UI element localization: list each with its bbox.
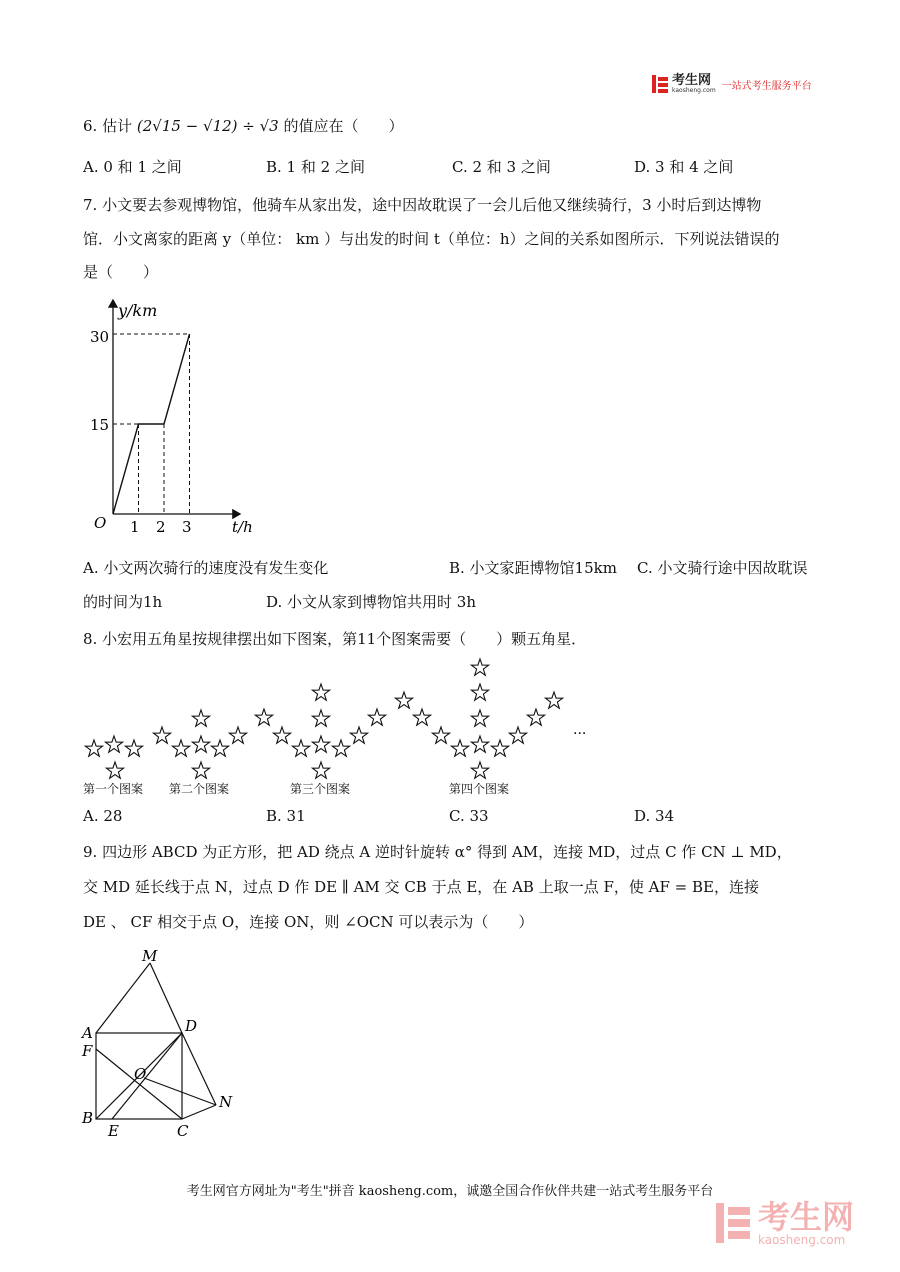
pattern-ellipsis: ...	[573, 722, 587, 738]
label-d: D	[185, 1017, 198, 1035]
pattern-4	[395, 659, 562, 778]
segment-cf	[96, 1049, 182, 1119]
q7-distance-time-graph	[80, 292, 280, 542]
x-axis-label: t/h	[232, 518, 253, 536]
y-axis-label: y/km	[118, 301, 158, 320]
pattern-1	[85, 736, 142, 778]
q8-option-d[interactable]: D. 34	[634, 807, 675, 825]
q8-option-c[interactable]: C. 33	[449, 807, 489, 825]
brand-name: 考生网	[672, 73, 712, 88]
pattern-3	[255, 684, 385, 778]
watermark-domain: kaosheng.com	[758, 1233, 846, 1247]
q6-expression: (2√15 − √12) ÷ √3	[136, 117, 279, 135]
label-o: O	[134, 1065, 147, 1083]
q7-option-c[interactable]: C. 小文骑行途中因故耽误	[637, 559, 808, 577]
watermark-brand: 考生网	[758, 1198, 855, 1236]
label-e: E	[108, 1122, 119, 1140]
pattern-caption-1: 第一个图案	[83, 782, 144, 796]
q8-stem: 8. 小宏用五角星按规律摆出如下图案，第11个图案需要（ ）颗五角星．	[83, 630, 587, 648]
x-tick-3: 3	[182, 518, 192, 536]
q6-stem	[83, 116, 404, 136]
q7-stem-line3: 是（ ）	[83, 263, 159, 281]
q6-option-d[interactable]: D. 3 和 4 之间	[634, 158, 734, 176]
x-tick-1: 1	[130, 518, 140, 536]
origin-label: O	[94, 514, 107, 532]
q8-option-a[interactable]: A. 28	[83, 807, 123, 825]
q8-option-b[interactable]: B. 31	[266, 807, 306, 825]
brand-slogan: 一站式考生服务平台	[721, 80, 812, 92]
q7-option-b[interactable]: B. 小文家距博物馆15km	[449, 559, 617, 577]
pattern-caption-3: 第三个图案	[290, 782, 351, 796]
label-f: F	[82, 1042, 93, 1060]
x-tick-2: 2	[156, 518, 166, 536]
header-logo	[652, 74, 812, 94]
y-tick-30: 30	[90, 328, 110, 346]
q6-suffix: 的值应在（ ）	[283, 117, 404, 135]
q7-stem-line1: 7. 小文要去参观博物馆，他骑车从家出发，途中因故耽误了一会儿后他又继续骑行，3 小时后到达博物	[83, 196, 762, 214]
label-m: M	[142, 947, 158, 965]
pattern-caption-2: 第二个图案	[169, 782, 230, 796]
label-n: N	[219, 1093, 233, 1111]
footer-text: 考生网官方网址为"考生"拼音 kaosheng.com，诚邀全国合作伙伴共建一站式考生服务平台	[186, 1184, 714, 1199]
segment-cn	[182, 1105, 216, 1119]
distance-line	[113, 334, 190, 514]
q6-option-a[interactable]: A. 0 和 1 之间	[83, 158, 182, 176]
q9-stem-line2: 交 MD 延长线于点 N，过点 D 作 DE ∥ AM 交 CB 于点 E，在 AB 上取一点 F，使 AF = BE，连接	[83, 878, 759, 896]
q6-option-b[interactable]: B. 1 和 2 之间	[266, 158, 365, 176]
watermark-logo-icon	[716, 1203, 750, 1243]
q9-stem-line1: 9. 四边形 ABCD 为正方形，把 AD 绕点 A 逆时针旋转 α° 得到 AM，连接 MD，过点 C 作 CN ⊥ MD，	[83, 843, 792, 861]
q7-option-a[interactable]: A. 小文两次骑行的速度没有发生变化	[83, 559, 329, 577]
q9-stem-line3: DE 、 CF 相交于点 O，连接 ON，则 ∠OCN 可以表示为（ ）	[83, 913, 534, 931]
label-a: A	[82, 1024, 93, 1042]
q7-option-c-continued: 的时间为1h	[83, 593, 163, 611]
q6-prefix: 6. 估计	[83, 117, 133, 135]
segment-md	[150, 963, 182, 1033]
q8-star-patterns	[80, 650, 640, 780]
y-tick-15: 15	[90, 416, 110, 434]
q6-option-c[interactable]: C. 2 和 3 之间	[452, 158, 551, 176]
q7-option-d[interactable]: D. 小文从家到博物馆共用时 3h	[266, 593, 477, 611]
label-b: B	[82, 1109, 94, 1127]
watermark	[716, 1200, 854, 1246]
brand-logo-icon	[652, 75, 668, 93]
q7-stem-line2: 馆．小文离家的距离 y（单位： km ）与出发的时间 t（单位：h）之间的关系如图所示．下列说法错误的	[83, 230, 780, 248]
label-c: C	[177, 1122, 189, 1140]
pattern-caption-4: 第四个图案	[449, 782, 510, 796]
segment-de	[112, 1033, 182, 1119]
pattern-2	[153, 710, 246, 778]
segment-am	[96, 963, 150, 1033]
brand-domain: kaosheng.com	[672, 87, 716, 94]
q9-geometry-figure	[78, 945, 248, 1140]
